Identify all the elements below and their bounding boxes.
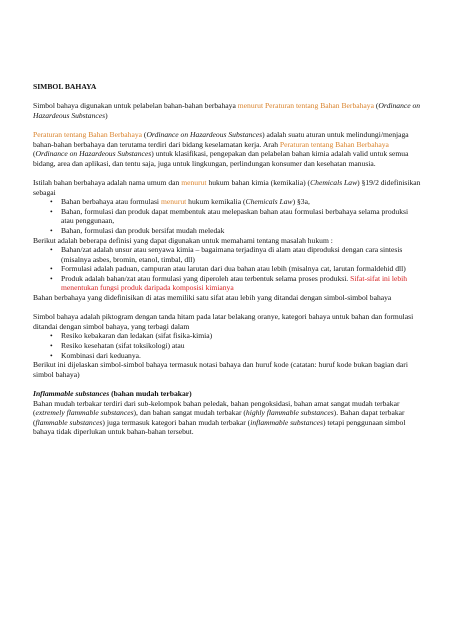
text: ( (33, 149, 36, 159)
terms-list (33, 245, 422, 293)
highlight-text: Sifat-sifat ini lebih menentukan fungsi produk daripada komposisi kimianya (61, 273, 408, 293)
text: ) untuk klasifikasi, pengepakan dan pelabelan bahan kimia adalah valid untuk semua bidang, area dan aplikasi, dan tentu saja, juga untuk lingkungan, perlindungan konsumer dan kesehatan manusia. (33, 149, 409, 168)
document-title: SIMBOL BAHAYA (33, 82, 97, 91)
text: ) adalah suatu aturan untuk melindungi/menjaga bahan-bahan berbahaya dan terutama terdiri dari bidang keselamatan kerja. Arah (33, 129, 409, 149)
definition-list (33, 197, 422, 235)
highlight-text: menurut Peraturan tentang Bahan Berbahaya (237, 101, 374, 111)
paragraph-intro (33, 101, 422, 120)
text: ) §3a, (292, 197, 310, 207)
text: (bahan mudah terbakar) (109, 389, 192, 398)
text: ( (142, 129, 147, 139)
list-item: • Bahan, formulasi dan produk dapat membentuk atau melepaskan bahan atau formulasi berbahaya selama produksi atau penggunaan, (33, 207, 422, 226)
italic-text: flammable substances (35, 417, 103, 427)
text: ( (373, 101, 379, 111)
text: hukum bahan kimia (kemikalia) ( (206, 177, 311, 187)
section-heading (33, 389, 422, 399)
paragraph-properties: Bahan berbahaya yang didefinisikan di atas memiliki satu sifat atau lebih yang ditandai dengan simbol-simbol bahaya (33, 293, 392, 303)
text: Bahan mudah terbakar terdiri dari sub-kelompok bahan peledak, bahan pengoksidasi, bahan amat sangat mudah terbakar ( (33, 398, 400, 418)
text: ), dan bahan sangat mudah terbakar ( (133, 408, 246, 418)
paragraph-definition (33, 178, 422, 197)
italic-text: Ordinance on Hazardeous Substances (33, 101, 421, 120)
paragraph-legal-terms: Berikut adalah beberapa definisi yang dapat digunakan untuk memahami tentang masalah hukum : (33, 235, 333, 245)
italic-text: Inflammable substances (33, 389, 110, 398)
text: hukum kemikalia ( (186, 197, 246, 207)
text: ) juga termasuk kategori bahan mudah terbakar ( (102, 417, 251, 427)
text: ) tetapi penggunaan simbol bahaya tidak diperlukan untuk bahan-bahan tersebut. (33, 417, 406, 437)
text: Produk adalah bahan/zat atau formulasi yang diperoleh atau terbentuk selama proses produksi. (61, 273, 351, 283)
text: ). Bahan dapat terbakar ( (33, 408, 405, 427)
italic-text: Chemicals Law (245, 197, 293, 207)
list-item: • Bahan, formulasi dan produk bersifat mudah meledak (33, 226, 422, 236)
paragraph-flammable (33, 399, 422, 437)
highlight-text: menurut (160, 197, 187, 207)
risk-list (33, 331, 422, 360)
list-item: • Bahan/zat adalah unsur atau senyawa kimia – bagaimana terjadinya di alam atau diproduksi dengan cara sintesis (misalnya asbes, bromin, etanol, timbal, dll) (33, 245, 422, 264)
text: Bahan berbahaya atau formulasi (61, 197, 161, 207)
italic-text: Chemicals Law (310, 177, 358, 187)
text: ) (105, 110, 108, 120)
list-item: • Resiko kebakaran dan ledakan (sifat fisika-kimia) (33, 331, 422, 341)
list-item (33, 197, 422, 207)
italic-text: inflammable substances (250, 417, 323, 427)
paragraph-pictogram: Simbol bahaya adalah piktogram dengan tanda hitam pada latar belakang oranye, kategori bahaya untuk bahan dan formulasi ditandai dengan simbol bahaya, yang terbagi dalam (33, 312, 414, 331)
list-item: • Resiko kesehatan (sifat toksikologi) atau (33, 341, 422, 351)
list-item (33, 274, 422, 293)
italic-text: Ordinance on Hazardeous Substances (146, 129, 263, 139)
italic-text: highly flammable substances (245, 408, 334, 418)
text: ) §19/2 didefinisikan sebagai (33, 177, 421, 197)
paragraph-explanation: Berikut ini dijelaskan simbol-simbol bahaya termasuk notasi bahaya dan huruf kode (catatan: huruf kode bukan bagian dari simbol bahaya) (33, 360, 408, 379)
paragraph-regulation (33, 130, 422, 168)
highlight-text: Peraturan tentang Bahan Berbahaya (279, 139, 389, 149)
list-item: • Kombinasi dari keduanya. (33, 351, 422, 361)
italic-text: Ordinance on Hazardeous Substances (35, 149, 152, 159)
highlight-text: menurut (181, 177, 207, 187)
italic-text: extremely flammable substances (35, 408, 134, 418)
list-item: • Formulasi adalah paduan, campuran atau larutan dari dua bahan atau lebih (misalnya cat, larutan formaldehid dll) (33, 264, 422, 274)
text: Simbol bahaya digunakan untuk pelabelan bahan-bahan berbahaya (33, 101, 238, 111)
highlight-text: Peraturan tentang Bahan Berbahaya (33, 129, 143, 139)
text: Istilah bahan berbahaya adalah nama umum dan (33, 177, 182, 187)
